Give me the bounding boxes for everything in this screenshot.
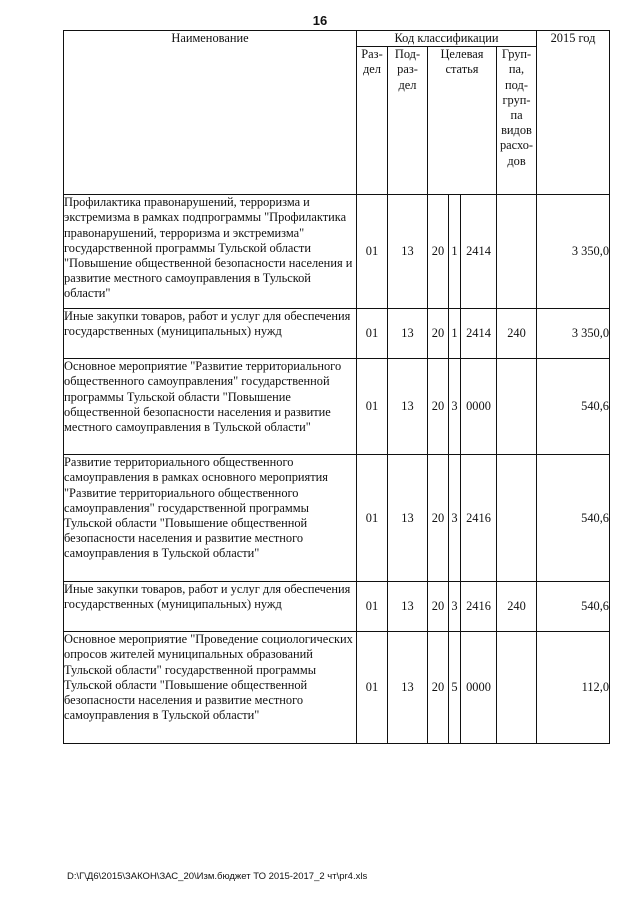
page-number: 16 — [312, 13, 328, 28]
row-article-subprogram: 3 — [449, 359, 461, 455]
row-name: Основное мероприятие "Проведение социологических опросов жителей муниципальных образований Тульской области" государственной программы Тульской области "Повышение общественной безопасности населения и развитие местного самоуправления в Тульской области" — [64, 632, 357, 744]
header-target-article-line: статья — [445, 62, 479, 77]
header-row-top — [64, 31, 610, 47]
row-name: Иные закупки товаров, работ и услуг для обеспечения государственных (муниципальных) нужд — [64, 582, 357, 632]
header-expense-group-line: дов — [507, 153, 526, 168]
row-article-program: 20 — [428, 632, 449, 744]
row-section: 01 — [357, 582, 388, 632]
footer-file-path: D:\Г\Д6\2015\ЗАКОН\ЗАС_20\Изм.бюджет ТО 2015-2017_2 чт\pr4.xls — [67, 871, 368, 882]
header-section-line: дел — [363, 62, 381, 77]
row-subsection: 13 — [388, 455, 428, 582]
row-amount: 112,0 — [537, 632, 610, 744]
header-expense-group-line: па — [510, 108, 523, 123]
table-row — [64, 359, 610, 455]
header-expense-group-line: груп- — [502, 92, 531, 107]
row-amount: 3 350,0 — [537, 195, 610, 309]
row-name: Основное мероприятие "Развитие территориального общественного самоуправления" государственной программы Тульской области "Повышение общественной безопасности населения и развитие местного самоуправления в Тульской области" — [64, 359, 357, 455]
header-classification: Код классификации — [357, 31, 537, 47]
row-amount: 540,6 — [537, 455, 610, 582]
row-article-direction: 2414 — [461, 309, 497, 359]
row-amount: 540,6 — [537, 359, 610, 455]
row-amount: 540,6 — [537, 582, 610, 632]
header-expense-group-line: па, — [508, 62, 525, 77]
row-subsection: 13 — [388, 309, 428, 359]
budget-table — [63, 30, 610, 744]
row-article-program: 20 — [428, 582, 449, 632]
header-subsection-line: дел — [398, 77, 417, 92]
row-subsection: 13 — [388, 632, 428, 744]
table-row — [64, 195, 610, 309]
row-article-program: 20 — [428, 309, 449, 359]
row-article-program: 20 — [428, 455, 449, 582]
row-section: 01 — [357, 309, 388, 359]
row-name: Иные закупки товаров, работ и услуг для обеспечения государственных (муниципальных) нужд — [64, 309, 357, 359]
header-expense-group-line: расхо- — [499, 138, 534, 153]
row-expense-group: 240 — [497, 309, 537, 359]
row-name: Профилактика правонарушений, терроризма и экстремизма в рамках подпрограммы "Профилактика правонарушений, терроризма и экстремизма" государственной программы Тульской области "Повышение общественной безопасности населения и развитие местного самоуправления в Тульской области" — [64, 195, 357, 309]
row-subsection: 13 — [388, 359, 428, 455]
header-year: 2015 год — [537, 31, 610, 195]
header-subsection-line: Под- — [394, 47, 421, 62]
table-row — [64, 309, 610, 359]
row-section: 01 — [357, 632, 388, 744]
row-article-subprogram: 3 — [449, 582, 461, 632]
row-subsection: 13 — [388, 195, 428, 309]
header-expense-group-line: видов — [501, 123, 532, 138]
header-expense-group — [497, 47, 537, 195]
row-expense-group — [497, 455, 537, 582]
row-article-direction: 2416 — [461, 455, 497, 582]
row-section: 01 — [357, 359, 388, 455]
row-article-program: 20 — [428, 195, 449, 309]
row-expense-group — [497, 632, 537, 744]
row-article-direction: 2414 — [461, 195, 497, 309]
table-row — [64, 582, 610, 632]
table-row — [64, 632, 610, 744]
row-expense-group: 240 — [497, 582, 537, 632]
row-section: 01 — [357, 195, 388, 309]
table-row — [64, 455, 610, 582]
row-article-subprogram: 1 — [449, 195, 461, 309]
row-article-direction: 0000 — [461, 632, 497, 744]
row-article-subprogram: 5 — [449, 632, 461, 744]
header-section-line: Раз- — [361, 47, 383, 62]
row-article-direction: 0000 — [461, 359, 497, 455]
header-target-article-line: Целевая — [440, 47, 484, 62]
header-name: Наименование — [64, 31, 357, 195]
header-expense-group-line: под- — [505, 77, 528, 92]
header-expense-group-line: Груп- — [501, 47, 532, 62]
row-section: 01 — [357, 455, 388, 582]
row-expense-group — [497, 195, 537, 309]
header-target-article — [428, 47, 497, 195]
row-article-direction: 2416 — [461, 582, 497, 632]
row-article-subprogram: 1 — [449, 309, 461, 359]
header-section — [357, 47, 388, 195]
row-expense-group — [497, 359, 537, 455]
row-article-program: 20 — [428, 359, 449, 455]
header-subsection — [388, 47, 428, 195]
row-article-subprogram: 3 — [449, 455, 461, 582]
row-subsection: 13 — [388, 582, 428, 632]
header-subsection-line: раз- — [397, 62, 418, 77]
row-amount: 3 350,0 — [537, 309, 610, 359]
row-name: Развитие территориального общественного самоуправления в рамках основного мероприятия "Развитие территориального общественного самоуправления" государственной программы Тульской области "Повышение общественной безопасности населения и развитие местного самоуправления в Тульской области" — [64, 455, 357, 582]
